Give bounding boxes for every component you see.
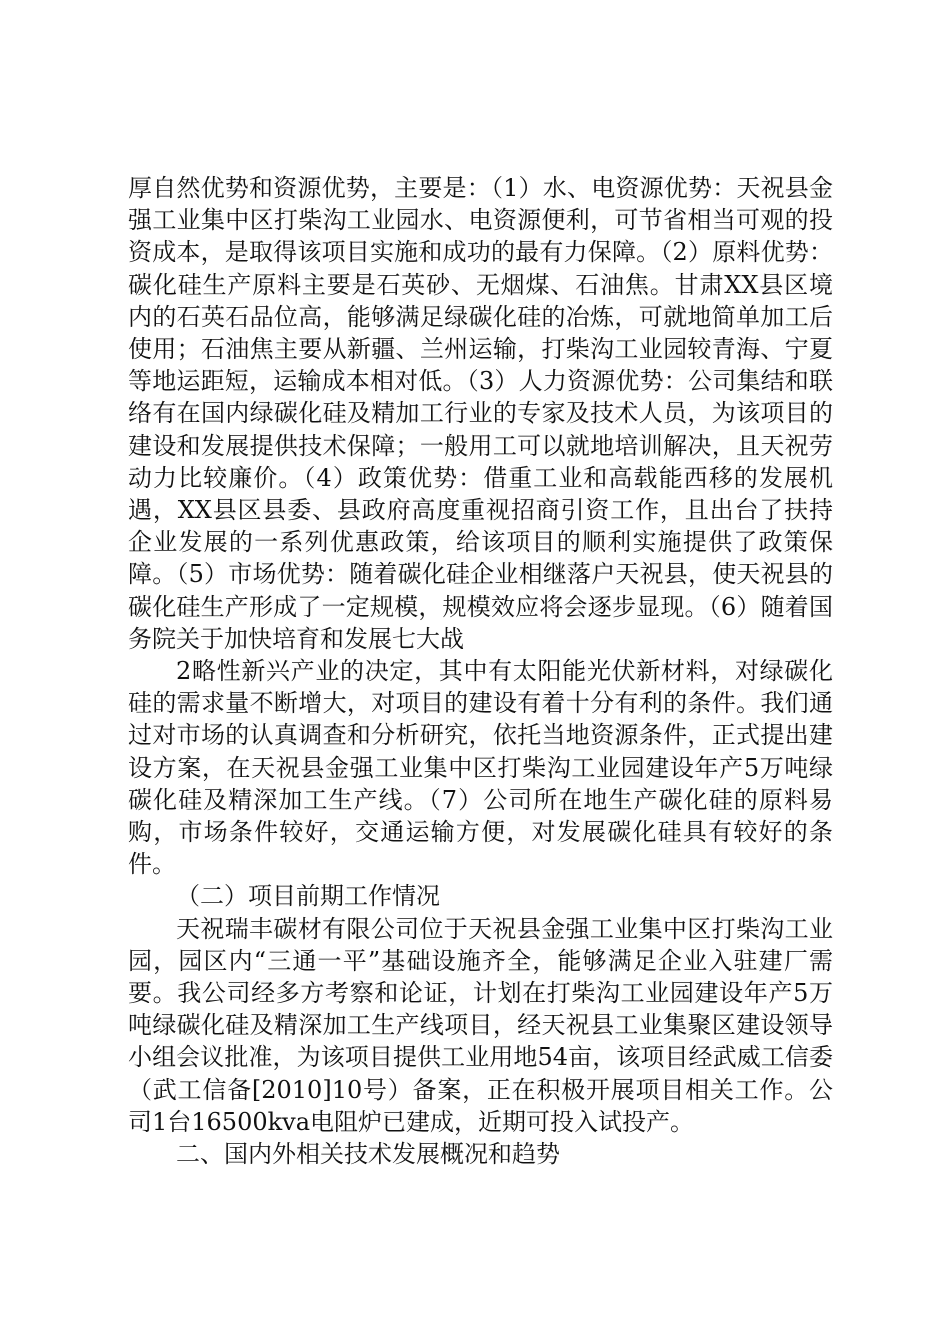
section-heading-technology-trends: 二、国内外相关技术发展概况和趋势 bbox=[176, 1140, 560, 1169]
paragraph-resource-advantages: 厚自然优势和资源优势，主要是：（1）水、电资源优势：天祝县金强工业集中区打柴沟工业园水、电资源便利，可节省相当可观的投资成本，是取得该项目实施和成功的最有力保障。（2）原料优势：碳化硅生产原料主要是石英砂、无烟煤、石油焦。甘肃XX县区境内的石英石品位高，能够满足绿碳化硅的冶炼，可就地简单加工后使用；石油焦主要从新疆、兰州运输，打柴沟工业园较青海、宁夏等地运距短，运输成本相对低。（3）人力资源优势：公司集结和联络有在国内绿碳化硅及精加工行业的专家及技术人员，为该项目的建设和发展提供技术保障；一般用工可以就地培训解决，且天祝劳动力比较廉价。（4）政策优势：借重工业和高载能西移的发展机遇，XX县区县委、县政府高度重视招商引资工作，且出台了扶持企业发展的一系列优惠政策，给该项目的顺利实施提供了政策保障。（5）市场优势：随着碳化硅企业相继落户天祝县，使天祝县的碳化硅生产形成了一定规模，规模效应将会逐步显现。（6）随着国务院关于加快培育和发展七大战 bbox=[128, 174, 833, 653]
document-body bbox=[128, 172, 833, 1170]
section-heading-preliminary-work: （二）项目前期工作情况 bbox=[176, 882, 440, 911]
paragraph-market-demand: 2略性新兴产业的决定，其中有太阳能光伏新材料，对绿碳化硅的需求量不断增大，对项目的建设有着十分有利的条件。我们通过对市场的认真调查和分析研究，依托当地资源条件，正式提出建设方案，在天祝县金强工业集中区打柴沟工业园建设年产5万吨绿碳化硅及精深加工生产线。（7）公司所在地生产碳化硅的原料易购，市场条件较好，交通运输方便，对发展碳化硅具有较好的条件。 bbox=[128, 657, 833, 879]
paragraph-company-status: 天祝瑞丰碳材有限公司位于天祝县金强工业集中区打柴沟工业园，园区内“三通一平”基础设施齐全，能够满足企业入驻建厂需要。我公司经多方考察和论证，计划在打柴沟工业园建设年产5万吨绿碳化硅及精深加工生产线项目，经天祝县工业集聚区建设领导小组会议批准，为该项目提供工业用地54亩，该项目经武威工信委（武工信备[2010]10号）备案，正在积极开展项目相关工作。公司1台16500kva电阻炉已建成，近期可投入试投产。 bbox=[128, 914, 833, 1136]
